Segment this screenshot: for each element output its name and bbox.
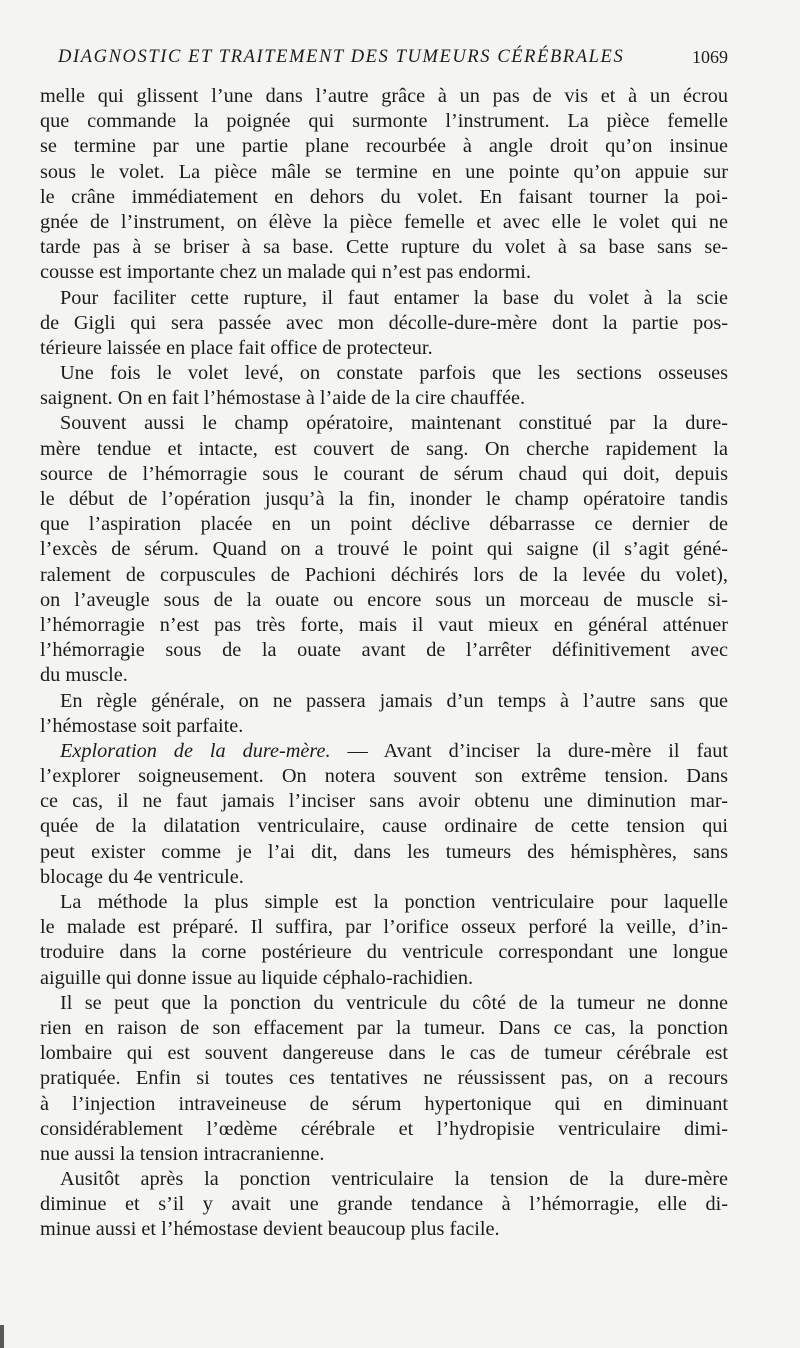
text-line: que l’aspiration placée en un point déclive débarrasse ce dernier de xyxy=(40,513,728,536)
text-line: ce cas, il ne faut jamais l’inciser sans avoir obtenu une diminution mar- xyxy=(40,790,728,813)
text-line: En règle générale, on ne passera jamais d’un temps à l’autre sans que xyxy=(60,689,728,712)
text-line: le crâne immédiatement en dehors du volet. En faisant tourner la poi- xyxy=(40,185,728,208)
text-line: minue aussi et l’hémostase devient beaucoup plus facile. xyxy=(40,1218,500,1241)
text-line: on l’aveugle sous de la ouate ou encore sous un morceau de muscle si- xyxy=(40,588,728,611)
running-header xyxy=(58,47,728,75)
text-line: Il se peut que la ponction du ventricule du côté de la tumeur ne donne xyxy=(60,991,728,1014)
text-line: le malade est préparé. Il suffira, par l’orifice osseux perforé la veille, d’in- xyxy=(40,916,728,939)
text-line: sous le volet. La pièce mâle se termine en une pointe qu’on appuie sur xyxy=(40,160,728,183)
text-line: source de l’hémorragie sous le courant de sérum chaud qui doit, depuis xyxy=(40,462,728,485)
text-line: Ausitôt après la ponction ventriculaire la tension de la dure-mère xyxy=(60,1168,728,1191)
text-line: tarde pas à se briser à sa base. Cette rupture du volet à sa base sans se- xyxy=(40,236,728,259)
text-line: du muscle. xyxy=(40,664,128,687)
text-line: nue aussi la tension intracranienne. xyxy=(40,1142,325,1165)
text-line: se termine par une partie plane recourbée à angle droit qu’on insinue xyxy=(40,135,728,158)
text-line: l’hémorragie sous de la ouate avant de l’arrêter définitivement avec xyxy=(40,639,728,662)
text-line: que commande la poignée qui surmonte l’instrument. La pièce femelle xyxy=(40,110,728,133)
text-line: quée de la dilatation ventriculaire, cause ordinaire de cette tension qui xyxy=(40,815,728,838)
binding-edge-mark xyxy=(0,1325,4,1348)
text-line: saignent. On en fait l’hémostase à l’aide de la cire chauffée. xyxy=(40,387,526,410)
text-line: l’explorer soigneusement. On notera souvent son extrême tension. Dans xyxy=(40,765,728,788)
text-line: blocage du 4e ventricule. xyxy=(40,865,244,888)
text-line: térieure laissée en place fait office de protecteur. xyxy=(40,336,433,359)
text-line: Pour faciliter cette rupture, il faut entamer la base du volet à la scie xyxy=(60,286,728,309)
text-line: cousse est importante chez un malade qui n’est pas endormi. xyxy=(40,261,532,284)
text-line: l’hémostase soit parfaite. xyxy=(40,714,244,737)
text-line: diminue et s’il y avait une grande tendance à l’hémorragie, elle di- xyxy=(40,1193,728,1216)
text-line: l’excès de sérum. Quand on a trouvé le point qui saigne (il s’agit géné- xyxy=(40,538,728,561)
text-line: La méthode la plus simple est la ponction ventriculaire pour laquelle xyxy=(60,891,728,913)
text-line: considérablement l’œdème cérébrale et l’hydropisie ventriculaire dimi- xyxy=(40,1117,728,1140)
text-line: — Avant d’inciser la dure-mère il faut xyxy=(347,739,728,762)
text-line: le début de l’opération jusqu’à la fin, inonder le champ opératoire tandis xyxy=(40,488,728,510)
text-line: peut exister comme je l’ai dit, dans les tumeurs des hémisphères, sans xyxy=(40,840,728,863)
text-line: pratiquée. Enfin si toutes ces tentatives ne réussissent pas, on a recours xyxy=(40,1067,728,1090)
text-line: rien en raison de son effacement par la tumeur. Dans ce cas, la ponction xyxy=(40,1016,728,1039)
text-line: ralement de corpuscules de Pachioni déchirés lors de la levée du volet), xyxy=(40,563,728,586)
text-line: Souvent aussi le champ opératoire, maintenant constitué par la dure- xyxy=(60,412,728,435)
running-title: DIAGNOSTIC ET TRAITEMENT DES TUMEURS CÉRÉBRALES xyxy=(58,47,625,67)
text-line: Une fois le volet levé, on constate parfois que les sections osseuses xyxy=(60,362,728,385)
text-line: troduire dans la corne postérieure du ventricule correspondant une longue xyxy=(40,941,728,964)
body-text xyxy=(40,84,728,1243)
text-line: aiguille qui donne issue au liquide céphalo-rachidien. xyxy=(40,966,474,989)
text-line: de Gigli qui sera passée avec mon décolle-dure-mère dont la partie pos- xyxy=(40,311,728,334)
text-line: gnée de l’instrument, on élève la pièce femelle et avec elle le volet qui ne xyxy=(40,210,728,233)
section-heading: Exploration de la dure-mère. xyxy=(60,739,331,762)
text-line: melle qui glissent l’une dans l’autre grâce à un pas de vis et à un écrou xyxy=(40,85,728,107)
text-line: l’hémorragie n’est pas très forte, mais il vaut mieux en général atténuer xyxy=(40,613,728,636)
section-heading-line xyxy=(40,739,728,764)
page-number: 1069 xyxy=(692,47,728,67)
text-line: lombaire qui est souvent dangereuse dans le cas de tumeur cérébrale est xyxy=(40,1042,728,1065)
text-line: mère tendue et intacte, est couvert de sang. On cherche rapidement la xyxy=(40,437,728,460)
text-line: à l’injection intraveineuse de sérum hypertonique qui en diminuant xyxy=(40,1092,728,1115)
